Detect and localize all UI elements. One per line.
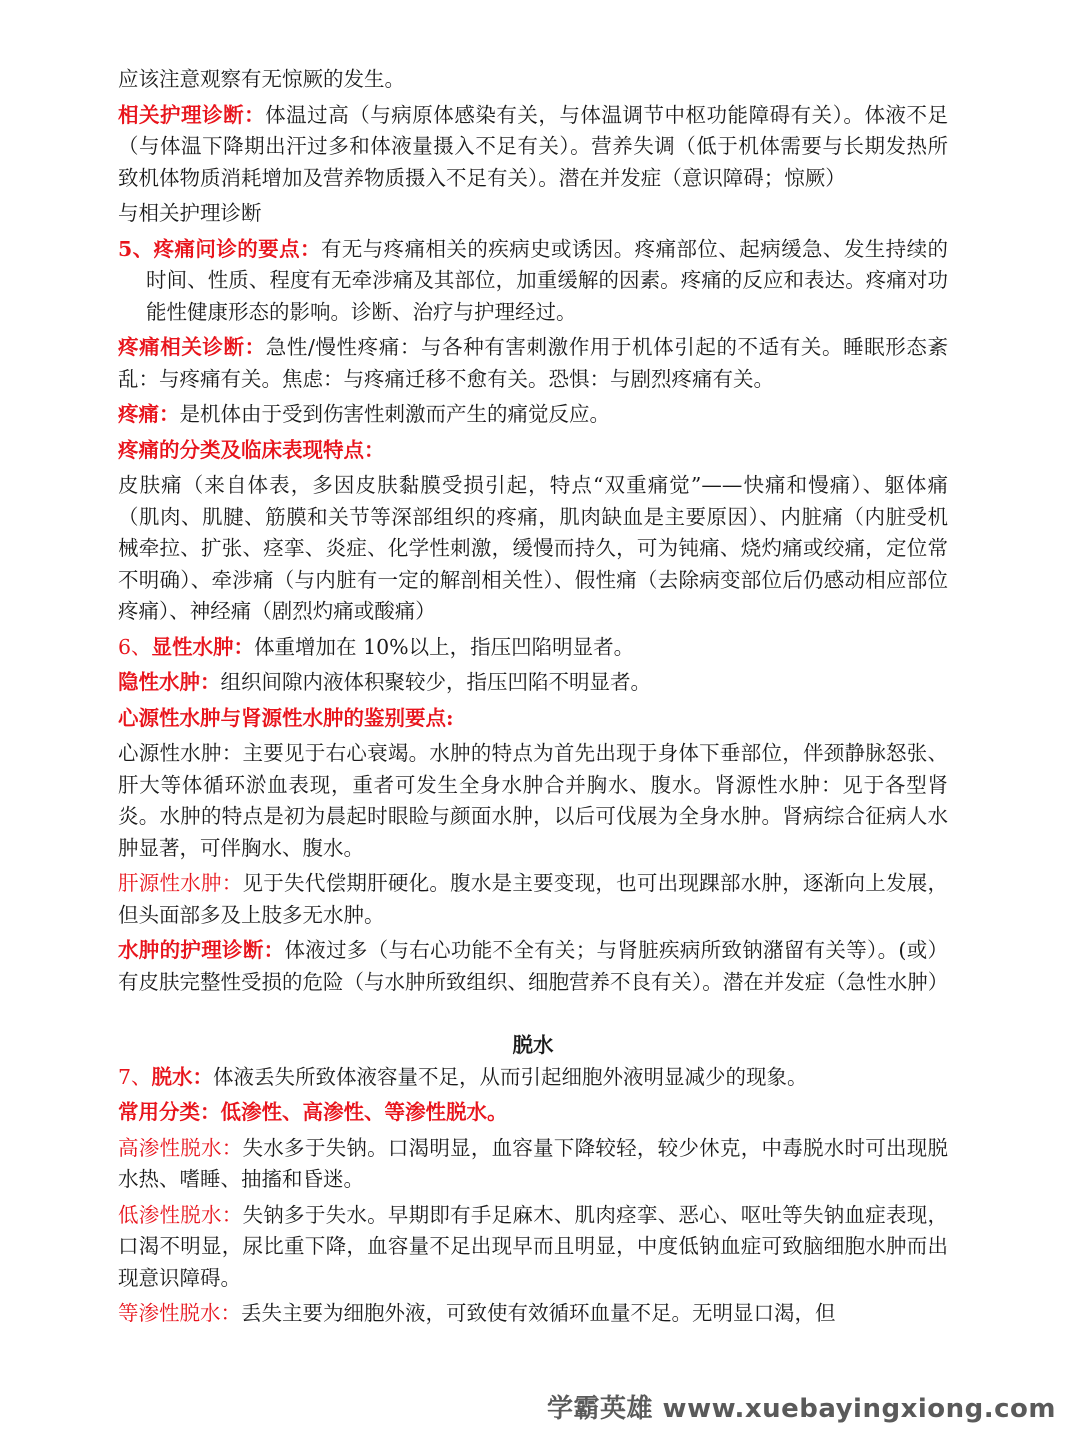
paragraph bbox=[118, 332, 948, 395]
term-label: 脱水： bbox=[151, 1064, 214, 1089]
numbered-paragraph bbox=[118, 234, 948, 329]
term-label: 水肿的护理诊断： bbox=[118, 938, 285, 962]
text: 心源性水肿：主要见于右心衰竭。水肿的特点为首先出现于身体下垂部位，伴颈静脉怒张、肝大等体循环淤血表现，重者可发生全身水肿合并胸水、腹水。肾源性水肿：见于各型肾炎。水肿的特点是初为晨起时眼睑与颜面水肿，以后可伐展为全身水肿。肾病综合征病人水肿显著，可伴胸水、腹水。 bbox=[118, 741, 948, 860]
term-label: 低渗性脱水： bbox=[118, 1202, 243, 1227]
paragraph bbox=[118, 1133, 948, 1196]
term-label: 显性水肿： bbox=[151, 634, 255, 659]
term-label: 肝源性水肿： bbox=[118, 871, 243, 895]
paragraph bbox=[118, 703, 948, 735]
paragraph bbox=[118, 738, 948, 864]
text: 失水多于失钠。口渴明显，血容量下降较轻，较少休克，中毒脱水时可出现脱水热、嗜睡、抽搐和昏迷。 bbox=[118, 1135, 949, 1191]
text: 组织间隙内液体积聚较少，指压凹陷不明显者。 bbox=[220, 670, 651, 694]
text: 体温过高（与病原体感染有关，与体温调节中枢功能障碍有关）。体液不足（与体温下降期出汗过多和体液量摄入不足有关）。营养失调（低于机体需要与长期发热所致机体物质消耗增加及营养物质摄入不足有关）。潜在并发症（意识障碍；惊厥） bbox=[118, 102, 949, 190]
paragraph bbox=[118, 1097, 948, 1129]
term-label: 疼痛相关诊断： bbox=[118, 335, 266, 359]
paragraph bbox=[118, 1298, 948, 1330]
heading: 常用分类：低渗性、高渗性、等渗性脱水。 bbox=[118, 1100, 508, 1124]
heading: 疼痛的分类及临床表现特点： bbox=[118, 437, 385, 462]
text: 体重增加在 10%以上，指压凹陷明显者。 bbox=[254, 634, 635, 659]
paragraph bbox=[118, 198, 948, 230]
paragraph bbox=[118, 667, 948, 699]
term-label: 等渗性脱水： bbox=[118, 1301, 241, 1325]
item-number: 7、 bbox=[118, 1064, 152, 1089]
term-label: 疼痛： bbox=[118, 402, 180, 426]
paragraph bbox=[118, 470, 948, 628]
text: 有无与疼痛相关的疾病史或诱因。疼痛部位、起病缓急、发生持续的时间、性质、程度有无牵涉痛及其部位，加重缓解的因素。疼痛的反应和表达。疼痛对功能性健康形态的影响。诊断、治疗与护理经过。 bbox=[146, 236, 949, 324]
section-title: 脱水 bbox=[512, 1033, 554, 1057]
paragraph bbox=[118, 435, 948, 467]
text: 是机体由于受到伤害性刺激而产生的痛觉反应。 bbox=[179, 402, 610, 426]
text: 体液过多（与右心功能不全有关；与肾脏疾病所致钠潴留有关等）。(或）有皮肤完整性受损的危险（与水肿所致组织、细胞营养不良有关）。潜在并发症（急性水肿） bbox=[118, 938, 949, 994]
heading: 心源性水肿与肾源性水肿的鉴别要点: bbox=[118, 705, 454, 730]
term-label: 高渗性脱水： bbox=[118, 1135, 243, 1160]
text: 体液丢失所致体液容量不足，从而引起细胞外液明显减少的现象。 bbox=[213, 1064, 808, 1089]
paragraph bbox=[118, 64, 948, 96]
text: 见于失代偿期肝硬化。腹水是主要变现，也可出现踝部水肿，逐渐向上发展，但头面部多及上肢多无水肿。 bbox=[118, 871, 949, 927]
numbered-paragraph bbox=[118, 1062, 948, 1094]
paragraph bbox=[118, 1200, 948, 1295]
text: 应该注意观察有无惊厥的发生。 bbox=[118, 67, 405, 91]
text: 失钠多于失水。早期即有手足麻木、肌肉痉挛、恶心、呕吐等失钠血症表现，口渴不明显，尿比重下降，血容量不足出现早而且明显，中度低钠血症可致脑细胞水肿而出现意识障碍。 bbox=[118, 1202, 949, 1290]
text: 与相关护理诊断 bbox=[118, 201, 262, 225]
footer-watermark: 学霸英雄 www.xuebayingxiong.com bbox=[547, 1394, 1056, 1424]
document-body bbox=[118, 64, 948, 1334]
item-number: 6、 bbox=[118, 634, 152, 659]
numbered-paragraph bbox=[118, 632, 948, 664]
paragraph bbox=[118, 100, 948, 195]
paragraph bbox=[118, 399, 948, 431]
term-label: 隐性水肿： bbox=[118, 670, 221, 694]
text: 丢失主要为细胞外液，可致使有效循环血量不足。无明显口渴，但 bbox=[241, 1301, 836, 1325]
term-label: 5、疼痛问诊的要点： bbox=[118, 236, 321, 261]
text: 急性/慢性疼痛：与各种有害刺激作用于机体引起的不适有关。睡眠形态紊乱：与疼痛有关。焦虑：与疼痛迁移不愈有关。恐惧：与剧烈疼痛有关。 bbox=[118, 335, 948, 391]
term-label: 相关护理诊断： bbox=[118, 102, 266, 127]
paragraph bbox=[118, 868, 948, 931]
text: 皮肤痛（来自体表，多因皮肤黏膜受损引起，特点“双重痛觉”——快痛和慢痛）、躯体痛（肌肉、肌腱、筋膜和关节等深部组织的疼痛，肌肉缺血是主要原因）、内脏痛（内脏受机械牵拉、扩张、痉挛、炎症、化学性刺激，缓慢而持久，可为钝痛、烧灼痛或绞痛，定位常不明确）、牵涉痛（与内脏有一定的解剖相关性）、假性痛（去除病变部位后仍感动相应部位疼痛）、神经痛（剧烈灼痛或酸痛） bbox=[118, 473, 948, 623]
paragraph bbox=[118, 935, 948, 998]
